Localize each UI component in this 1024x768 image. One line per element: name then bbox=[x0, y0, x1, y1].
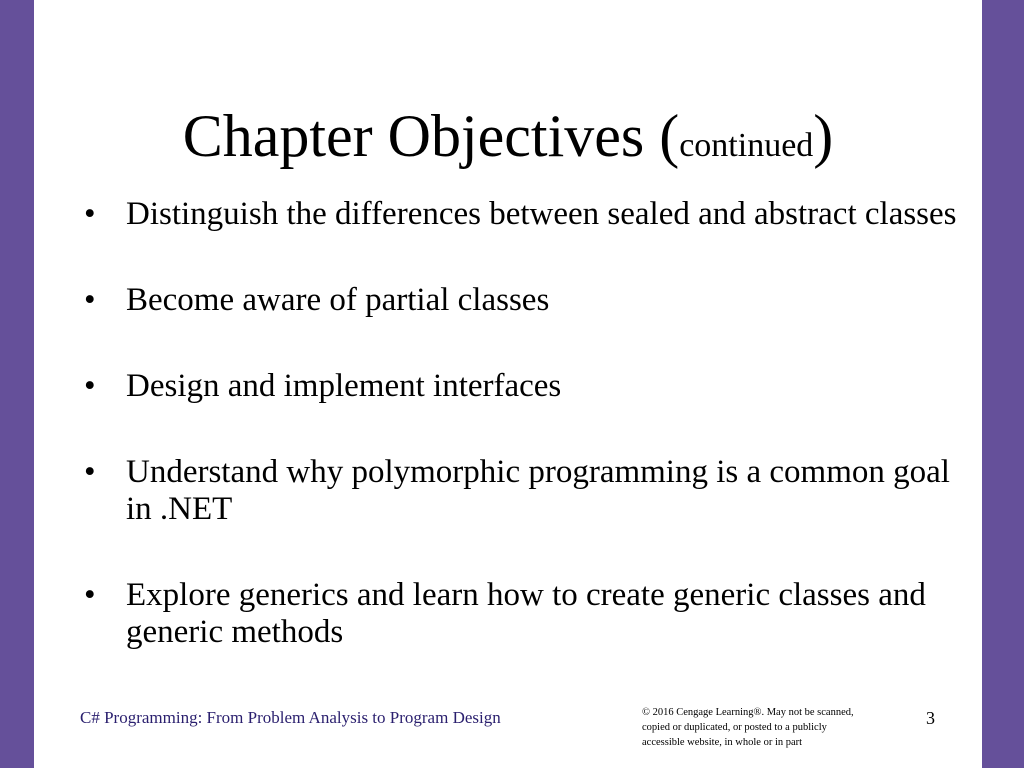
bullet-list bbox=[84, 196, 964, 700]
left-accent-bar bbox=[0, 0, 34, 768]
bullet-text: Explore generics and learn how to create generic classes and generic methods bbox=[126, 577, 926, 650]
bullet-icon: • bbox=[84, 368, 96, 404]
bullet-icon: • bbox=[84, 577, 96, 613]
bullet-icon: • bbox=[84, 196, 96, 232]
slide-title bbox=[34, 100, 982, 182]
footer-course-title: C# Programming: From Problem Analysis to Program Design bbox=[80, 708, 501, 727]
bullet-text: Distinguish the differences between sealed and abstract classes bbox=[126, 196, 957, 232]
bullet-text: Understand why polymorphic programming is a common goal in .NET bbox=[126, 454, 950, 527]
copyright-line: © 2016 Cengage Learning®. May not be scanned, bbox=[642, 707, 854, 718]
page-number: 3 bbox=[926, 708, 935, 728]
title-open-paren: ( bbox=[659, 103, 680, 169]
bullet-item bbox=[84, 368, 964, 405]
copyright-line: accessible website, in whole or in part bbox=[642, 737, 803, 748]
bullet-item bbox=[84, 282, 964, 319]
bullet-item bbox=[84, 454, 964, 528]
title-close-paren: ) bbox=[813, 103, 834, 169]
bullet-icon: • bbox=[84, 282, 96, 318]
right-accent-bar bbox=[982, 0, 1024, 768]
title-subtitle: continued bbox=[679, 127, 814, 164]
bullet-item bbox=[84, 196, 964, 233]
bullet-text: Design and implement interfaces bbox=[126, 368, 562, 404]
footer-copyright bbox=[642, 705, 892, 750]
bullet-icon: • bbox=[84, 454, 96, 490]
title-main: Chapter Objectives bbox=[182, 103, 660, 169]
copyright-line: copied or duplicated, or posted to a publicly bbox=[642, 722, 827, 733]
bullet-item bbox=[84, 577, 964, 651]
bullet-text: Become aware of partial classes bbox=[126, 282, 550, 318]
